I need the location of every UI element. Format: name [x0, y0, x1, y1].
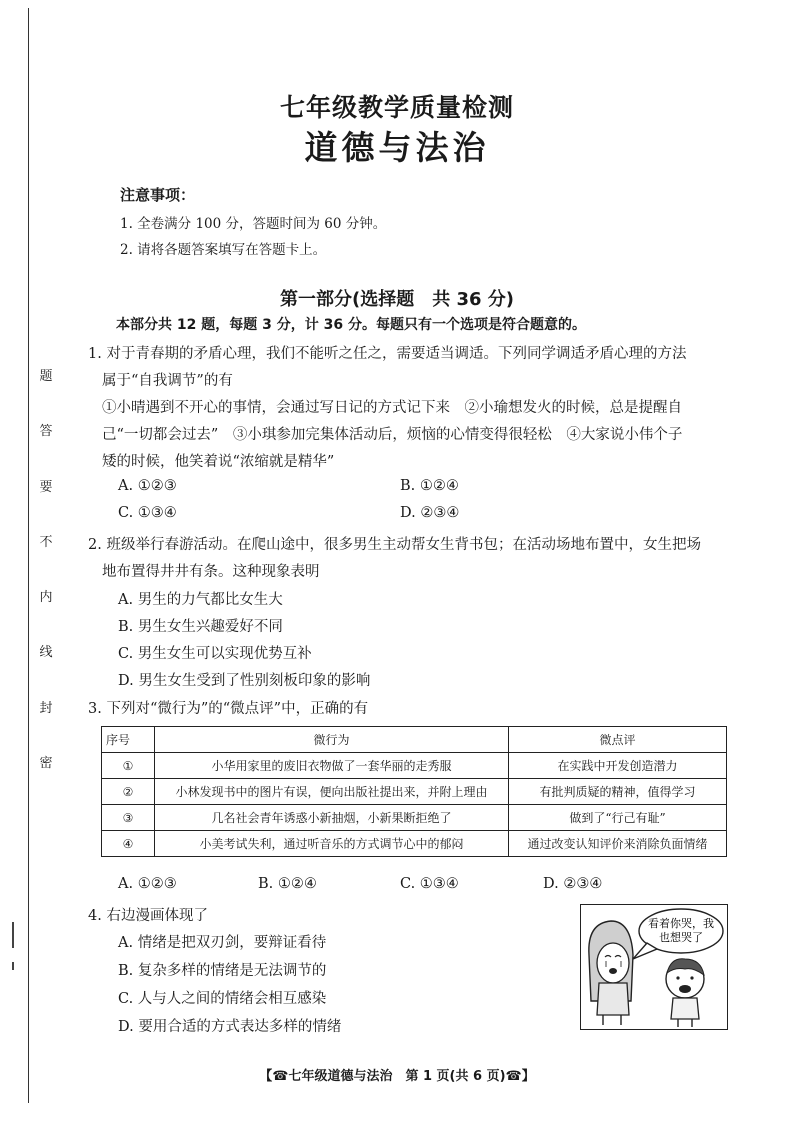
binding-char: 线: [39, 645, 53, 661]
binding-char: 封: [39, 700, 53, 716]
binding-char: 密: [39, 755, 53, 771]
notice-item: 2. 请将各题答案填写在答题卡上。: [120, 242, 327, 258]
comic-bubble-text: 看着你哭，我: [648, 917, 714, 930]
table-cell: ③: [102, 805, 155, 831]
q1-stem: 属于“自我调节”的有: [102, 373, 233, 389]
table-cell: ④: [102, 831, 155, 857]
table-row: [102, 805, 727, 831]
binding-char: 不: [39, 534, 53, 550]
q2-option-c: C. 男生女生可以实现优势互补: [118, 646, 312, 662]
notice-heading: 注意事项：: [120, 186, 196, 204]
binding-notice: [36, 370, 56, 770]
q1-stem: 1. 对于青春期的矛盾心理，我们不能听之任之，需要适当调适。下列同学调适矛盾心理的方法: [88, 346, 687, 362]
binding-char: 答: [39, 424, 53, 440]
q2-stem: 2. 班级举行春游活动。在爬山途中，很多男生主动帮女生背书包；在活动场地布置中，女生把场: [88, 537, 701, 553]
q4-option-b: B. 复杂多样的情绪是无法调节的: [118, 963, 327, 979]
binding-line: [28, 8, 29, 1103]
part-title: 第一部分(选择题 共 36 分): [279, 289, 515, 310]
comic-drawing: [581, 905, 727, 1029]
table-header: 微点评: [509, 727, 727, 753]
q2-stem: 地布置得井井有条。这种现象表明: [102, 564, 320, 580]
page-footer: 【☎七年级道德与法治 第 1 页(共 6 页)☎】: [259, 1069, 535, 1084]
q4-option-c: C. 人与人之间的情绪会相互感染: [118, 991, 327, 1007]
table-cell: 小林发现书中的图片有误，便向出版社提出来，并附上理由: [155, 779, 509, 805]
binding-char: 内: [39, 590, 53, 606]
table-cell: 小美考试失利，通过听音乐的方式调节心中的郁闷: [155, 831, 509, 857]
q2-option-b: B. 男生女生兴趣爱好不同: [118, 619, 283, 635]
q1-statement: 矮的时候，他笑着说“浓缩就是精华”: [102, 454, 335, 470]
margin-mark: [12, 962, 14, 970]
comic-illustration: [580, 904, 728, 1030]
q4-stem: 4. 右边漫画体现了: [88, 908, 208, 924]
q1-option-b: B. ①②④: [400, 478, 459, 494]
q3-option-c: C. ①③④: [400, 876, 459, 892]
q3-option-a: A. ①②③: [118, 876, 177, 892]
margin-mark: [12, 922, 14, 948]
table-row: [102, 779, 727, 805]
notice-item: 1. 全卷满分 100 分，答题时间为 60 分钟。: [120, 216, 387, 232]
q1-option-a: A. ①②③: [118, 478, 177, 494]
table-header: 序号: [102, 727, 155, 753]
subject-title: 道德与法治: [304, 128, 490, 167]
table-cell: 小华用家里的废旧衣物做了一套华丽的走秀服: [155, 753, 509, 779]
q3-stem: 3. 下列对“微行为”的“微点评”中，正确的有: [88, 701, 369, 717]
table-header: 微行为: [155, 727, 509, 753]
table-cell: 几名社会青年诱惑小新抽烟，小新果断拒绝了: [155, 805, 509, 831]
table-row: [102, 753, 727, 779]
exam-title: 七年级教学质量检测: [279, 93, 514, 122]
table-cell: 有批判质疑的精神，值得学习: [509, 779, 727, 805]
table-cell: 通过改变认知评价来消除负面情绪: [509, 831, 727, 857]
q4-option-a: A. 情绪是把双刃剑，要辩证看待: [118, 935, 327, 951]
q1-option-c: C. ①③④: [118, 505, 177, 521]
table-cell: 做到了“行己有耻”: [509, 805, 727, 831]
q4-option-d: D. 要用合适的方式表达多样的情绪: [118, 1019, 342, 1035]
q2-option-d: D. 男生女生受到了性别刻板印象的影响: [118, 673, 371, 689]
q3-table: [101, 726, 727, 857]
binding-char: 题: [39, 369, 53, 384]
q1-option-d: D. ②③④: [400, 505, 460, 521]
comic-bubble-text: 也想哭了: [659, 931, 703, 944]
part-description: 本部分共 12 题，每题 3 分，计 36 分。每题只有一个选项是符合题意的。: [116, 317, 586, 333]
table-cell: ①: [102, 753, 155, 779]
crying-character: [589, 921, 633, 1025]
q1-statement: 己“一切都会过去” ③小琪参加完集体活动后，烦恼的心情变得很轻松 ④大家说小伟个子: [102, 427, 683, 443]
q3-option-b: B. ①②④: [258, 876, 317, 892]
table-row: [102, 831, 727, 857]
q3-option-d: D. ②③④: [543, 876, 603, 892]
sad-character: [666, 959, 704, 1027]
table-cell: 在实践中开发创造潜力: [509, 753, 727, 779]
binding-char: 要: [39, 479, 53, 495]
table-cell: ②: [102, 779, 155, 805]
table-header-row: [102, 727, 727, 753]
q1-statement: ①小晴遇到不开心的事情，会通过写日记的方式记下来 ②小瑜想发火的时候，总是提醒自: [102, 400, 682, 416]
q2-option-a: A. 男生的力气都比女生大: [118, 592, 283, 608]
